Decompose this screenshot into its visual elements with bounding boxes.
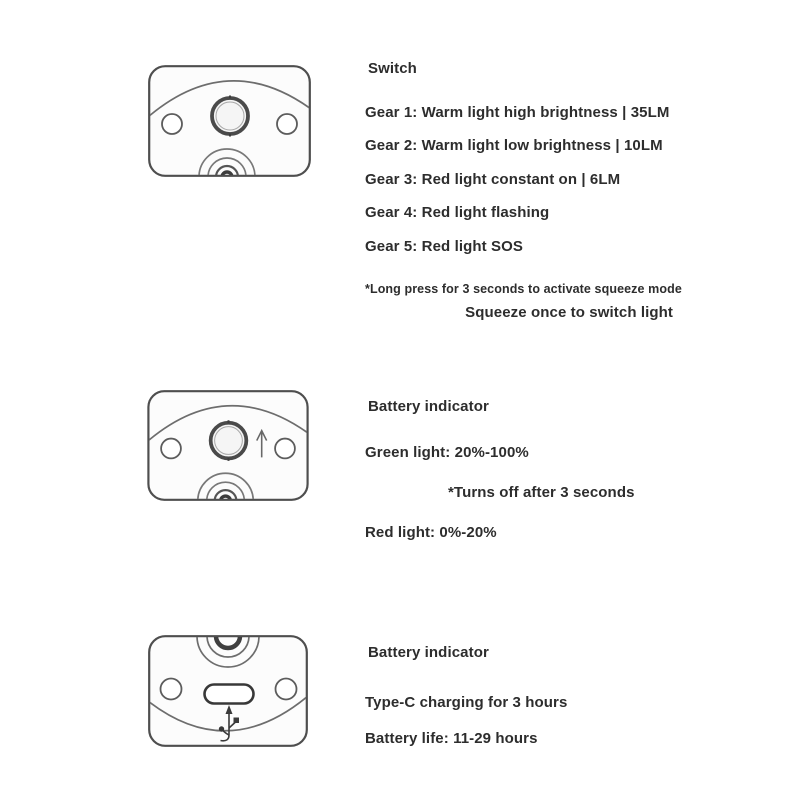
note-squeeze: Squeeze once to switch light: [465, 304, 673, 321]
headlamp-back-usb-icon: [148, 635, 308, 747]
section-title: Battery indicator: [368, 398, 489, 415]
note-long-press: *Long press for 3 seconds to activate squeeze mode: [365, 282, 682, 296]
section-title: Battery indicator: [368, 644, 489, 661]
spec-line-gear5: Gear 5: Red light SOS: [365, 238, 523, 255]
headlamp-front-icon: [148, 65, 311, 177]
spec-line-gear2: Gear 2: Warm light low brightness | 10LM: [365, 137, 663, 154]
spec-line-gear4: Gear 4: Red light flashing: [365, 204, 550, 221]
spec-line-battery-life: Battery life: 11-29 hours: [365, 730, 538, 747]
type-c-port-icon: [205, 685, 254, 704]
right-strap-hole: [277, 114, 297, 134]
left-strap-hole: [161, 439, 181, 459]
spec-line-red-light: Red light: 0%-20%: [365, 524, 497, 541]
switch-button-icon: [212, 98, 248, 134]
spec-line-gear3: Gear 3: Red light constant on | 6LM: [365, 171, 621, 188]
spec-line-green-light: Green light: 20%-100%: [365, 444, 529, 461]
left-strap-hole: [162, 114, 182, 134]
section-title: Switch: [368, 60, 417, 77]
note-turns-off: *Turns off after 3 seconds: [448, 484, 635, 501]
switch-button-icon: [211, 423, 247, 459]
spec-line-charging: Type-C charging for 3 hours: [365, 694, 568, 711]
spec-line-gear1: Gear 1: Warm light high brightness | 35LM: [365, 104, 670, 121]
right-strap-hole: [275, 439, 295, 459]
headlamp-front-arrow-icon: [147, 390, 309, 501]
left-strap-hole: [161, 679, 182, 700]
right-strap-hole: [276, 679, 297, 700]
